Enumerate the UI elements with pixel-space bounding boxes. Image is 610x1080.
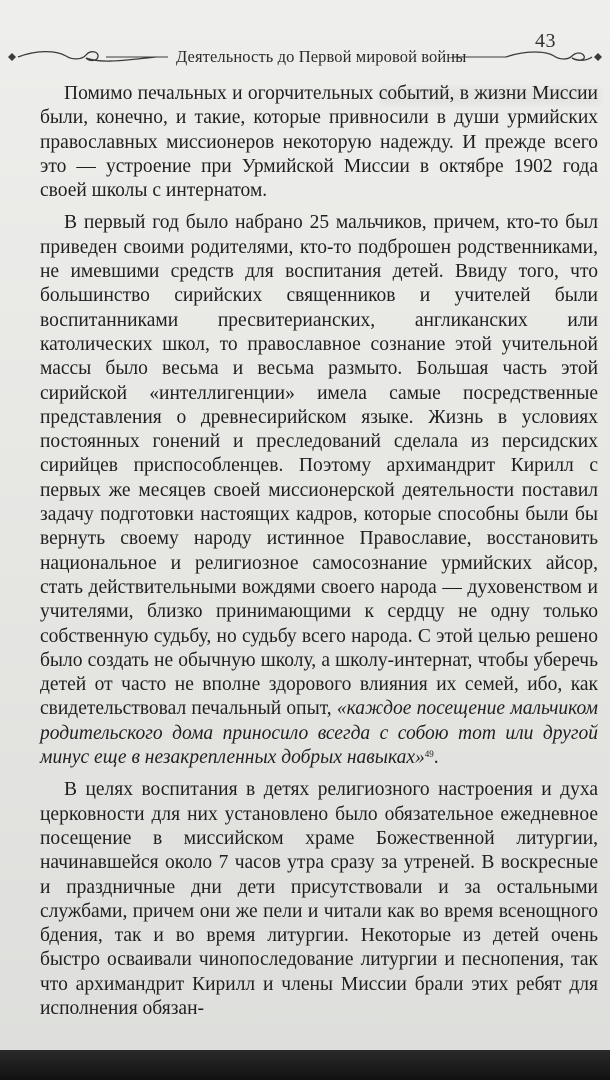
paragraph bbox=[40, 211, 598, 770]
main-text bbox=[40, 82, 598, 1021]
paragraph-end: . bbox=[433, 747, 439, 769]
dark-background bbox=[0, 1050, 610, 1080]
footnote-ref[interactable]: 49 bbox=[424, 749, 434, 760]
paragraph-text: В первый год было набрано 25 мальчиков, причем, кто-то был приведен своими родителями, кто-то подброшен родственниками, не имевшими средств для воспитания детей. Ввиду того, что большинство сирийских священников и учителей были воспитанниками пресвитерианских, англиканских или католических школ, то православное сознание этой учительной массы было весьма и весьма размыто. Большая часть этой сирийской «интеллигенции» имела самые посредственные представления о древнесирийском языке. Жизнь в условиях постоянных гонений и преследований сделала из персидских сирийцев приспособленцев. Поэтому архимандрит Кирилл с первых же месяцев своей миссионерской деятельности поставил задачу подготовки настоящих кадров, которые способны были бы вернуть своему народу истинное Православие, восстановить национальное и религиозное самосознание урмийских айсор, стать действительными вождями своего народа — духовенством и учителями, близко принимающими к сердцу не одну только собственную судьбу, но судьбу всего народа. С этой целью решено было создать не обычную школу, а школу-интернат, чтобы уберечь детей от часто не вполне здорового влияния их семей, ибо, как свидетельствовал печальный опыт, bbox=[40, 212, 598, 720]
running-header bbox=[6, 46, 606, 68]
page-number: 43 bbox=[535, 30, 556, 52]
paragraph: В целях воспитания в детях религиозного настроения и духа церковности для них установлено было обязательное ежедневное посещение в миссийском храме Божественной литургии, начинавшейся около 7 часов утра сразу за утреней. В воскресные и праздничные дни дети присутствовали и за остальными службами, причем они же пели и читали как во время всенощного бдения, так и во время литургии. Некоторые из детей очень быстро осваивали чинопоследование литургии и песнопения, так что архимандрит Кирилл и члены Миссии брали этих ребят для исполнения обязан- bbox=[40, 779, 598, 1019]
running-title: Деятельность до Первой мировой войны bbox=[176, 47, 467, 66]
paragraph: Помимо печальных и огорчительных событий, в жизни Миссии были, конечно, и такие, которые привносили в души урмийских православных миссионеров некоторую надежду. И прежде всего это — устроение при Урмийской Миссии в октябре 1902 года своей школы с интернатом. bbox=[40, 83, 598, 202]
quote: «каждое посещение мальчиком родительского дома приносило всегда с собою тот или другой минус еще в незакрепленных добрых навыках» bbox=[40, 698, 598, 769]
